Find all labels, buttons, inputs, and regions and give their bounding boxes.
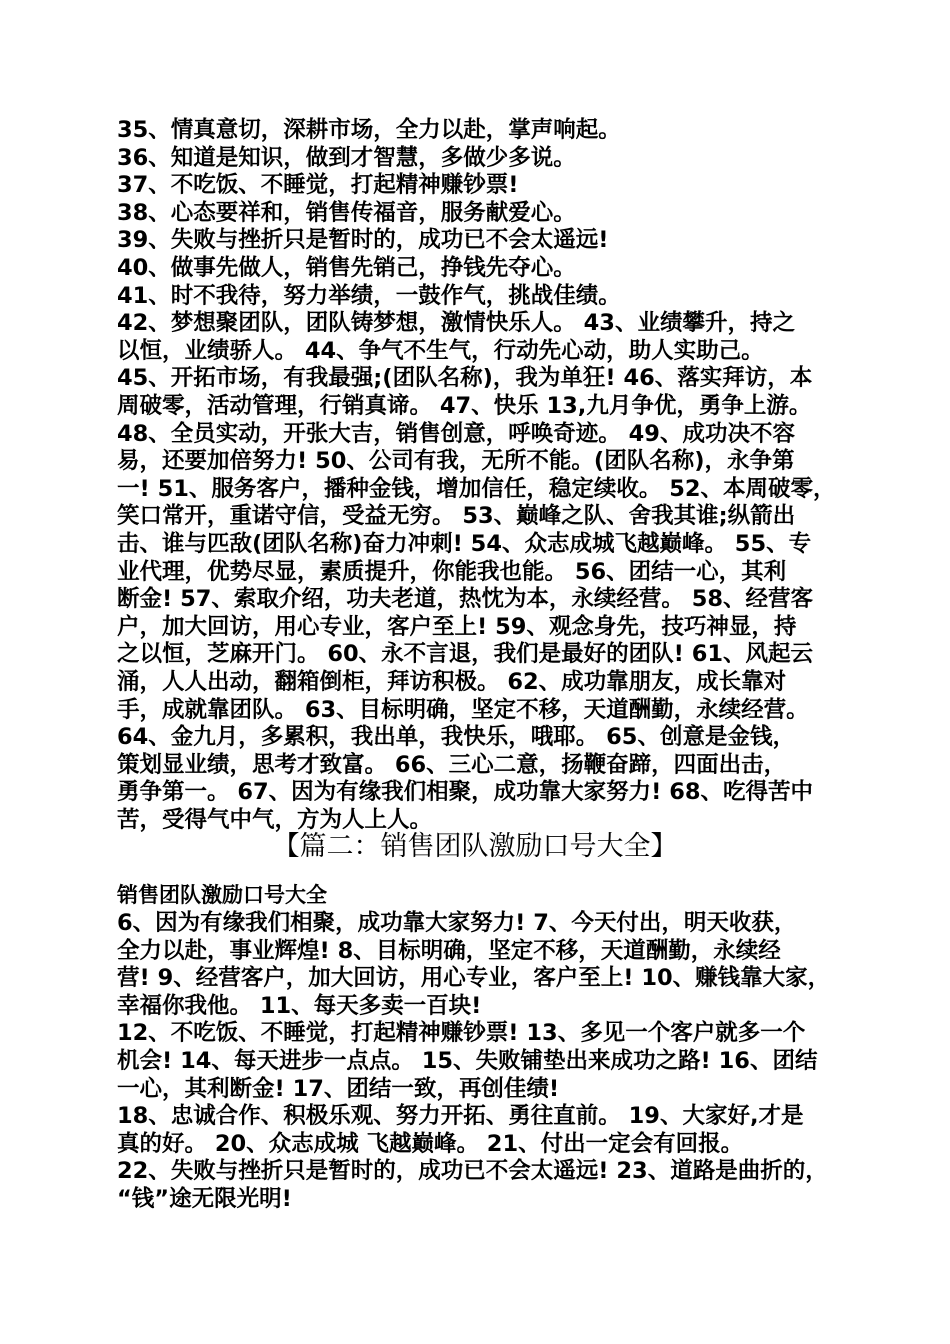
text-line: 营! 9、经营客户，加大回访，用心专业，客户至上! 10、赚钱靠大家， [117,965,831,992]
section-two-subheading: 销售团队激励口号大全 [117,883,327,907]
text-line: 以恒，业绩骄人。 44、争气不生气，行动先心动，助人实助己。 [117,337,764,364]
text-line: 机会! 14、每天进步一点点。 15、失败铺垫出来成功之路! 16、团结 [117,1048,818,1074]
text-line: 业代理，优势尽显，素质提升，你能我也能。 56、团结一心，其利 [117,558,787,585]
section-two-title: 【篇二：销售团队激励口号大全】 [272,831,678,862]
text-line: 12、不吃饭、不睡觉，打起精神赚钞票! 13、多见一个客户就多一个 [117,1020,806,1047]
text-line: 手，成就靠团队。 63、目标明确，坚定不移，天道酬勤，永续经营。 [117,696,809,723]
text-line: 勇争第一。 67、因为有缘我们相聚，成功靠大家努力! 68、吃得苦中 [117,779,814,806]
text-line: 断金! 57、索取介绍，功夫老道，热忱为本，永续经营。 58、经营客 [117,586,814,613]
text-line: 易，还要加倍努力! 50、公司有我，无所不能。(团队名称)，永争第 [117,448,795,475]
text-line: 35、情真意切，深耕市场，全力以赴，掌声响起。 [117,117,621,143]
text-line: 幸福你我他。 11、每天多卖一百块! [117,992,482,1019]
text-line: 真的好。 20、众志成城 飞越巅峰。 21、付出一定会有回报。 [117,1130,744,1157]
text-line: 周破零，活动管理，行销真谛。 47、快乐 13,九月争优，勇争上游。 [117,393,812,419]
text-line: 户，加大回访，用心专业，客户至上! 59、观念身先，技巧神显，持 [117,613,797,640]
text-line: 38、心态要祥和，销售传福音，服务献爱心。 [117,199,576,226]
text-line: 涌，人人出动，翻箱倒柜，拜访积极。 62、成功靠朋友，成长靠对 [117,669,787,695]
text-line: 22、失败与挫折只是暂时的，成功已不会太遥远! 23、道路是曲折的， [117,1158,828,1185]
text-line: 36、知道是知识，做到才智慧，多做少多说。 [117,144,576,171]
text-line: 45、开拓市场，有我最强;(团队名称)，我为单狂! 46、落实拜访，本 [117,365,813,392]
text-line: 之以恒，芝麻开门。 60、永不言退，我们是最好的团队! 61、风起云 [117,641,814,668]
text-line: 42、梦想聚团队，团队铸梦想，激情快乐人。 43、业绩攀升，持之 [117,310,795,337]
text-line: 苦，受得气中气，方为人上人。 [117,807,433,833]
text-line: 6、因为有缘我们相聚，成功靠大家努力! 7、今天付出，明天收获， [117,910,797,936]
text-line: 64、金九月，多累积，我出单，我快乐，哦耶。 65、创意是金钱， [117,724,795,751]
text-line: 一心，其利断金! 17、团结一致，再创佳绩! [117,1075,560,1102]
text-line: “钱”途无限光明! [117,1186,292,1212]
text-line: 48、全员实动，开张大吉，销售创意，呼唤奇迹。 49、成功决不容 [117,420,795,447]
text-line: 笑口常开，重诺守信，受益无穷。 53、巅峰之队、舍我其谁;纵箭出 [117,503,796,530]
text-line: 39、失败与挫折只是暂时的，成功已不会太遥远! [117,227,609,254]
text-line: 全力以赴，事业辉煌! 8、目标明确，坚定不移，天道酬勤，永续经 [117,937,781,964]
text-line: 一! 51、服务客户，播种金钱，增加信任，稳定续收。 52、本周破零， [117,475,836,502]
text-line: 41、时不我待，努力举绩，一鼓作气，挑战佳绩。 [117,282,621,309]
text-line: 40、做事先做人，销售先销己，挣钱先夺心。 [117,255,576,281]
text-line: 18、忠诚合作、积极乐观、努力开拓、勇往直前。 19、大家好,才是 [117,1103,804,1130]
text-line: 37、不吃饭、不睡觉，打起精神赚钞票! [117,172,519,199]
text-line: 击、谁与匹敌(团队名称)奋力冲刺! 54、众志成城飞越巅峰。 55、专 [117,531,812,557]
text-line: 策划显业绩，思考才致富。 66、三心二意，扬鞭奋蹄，四面出击， [117,751,787,778]
